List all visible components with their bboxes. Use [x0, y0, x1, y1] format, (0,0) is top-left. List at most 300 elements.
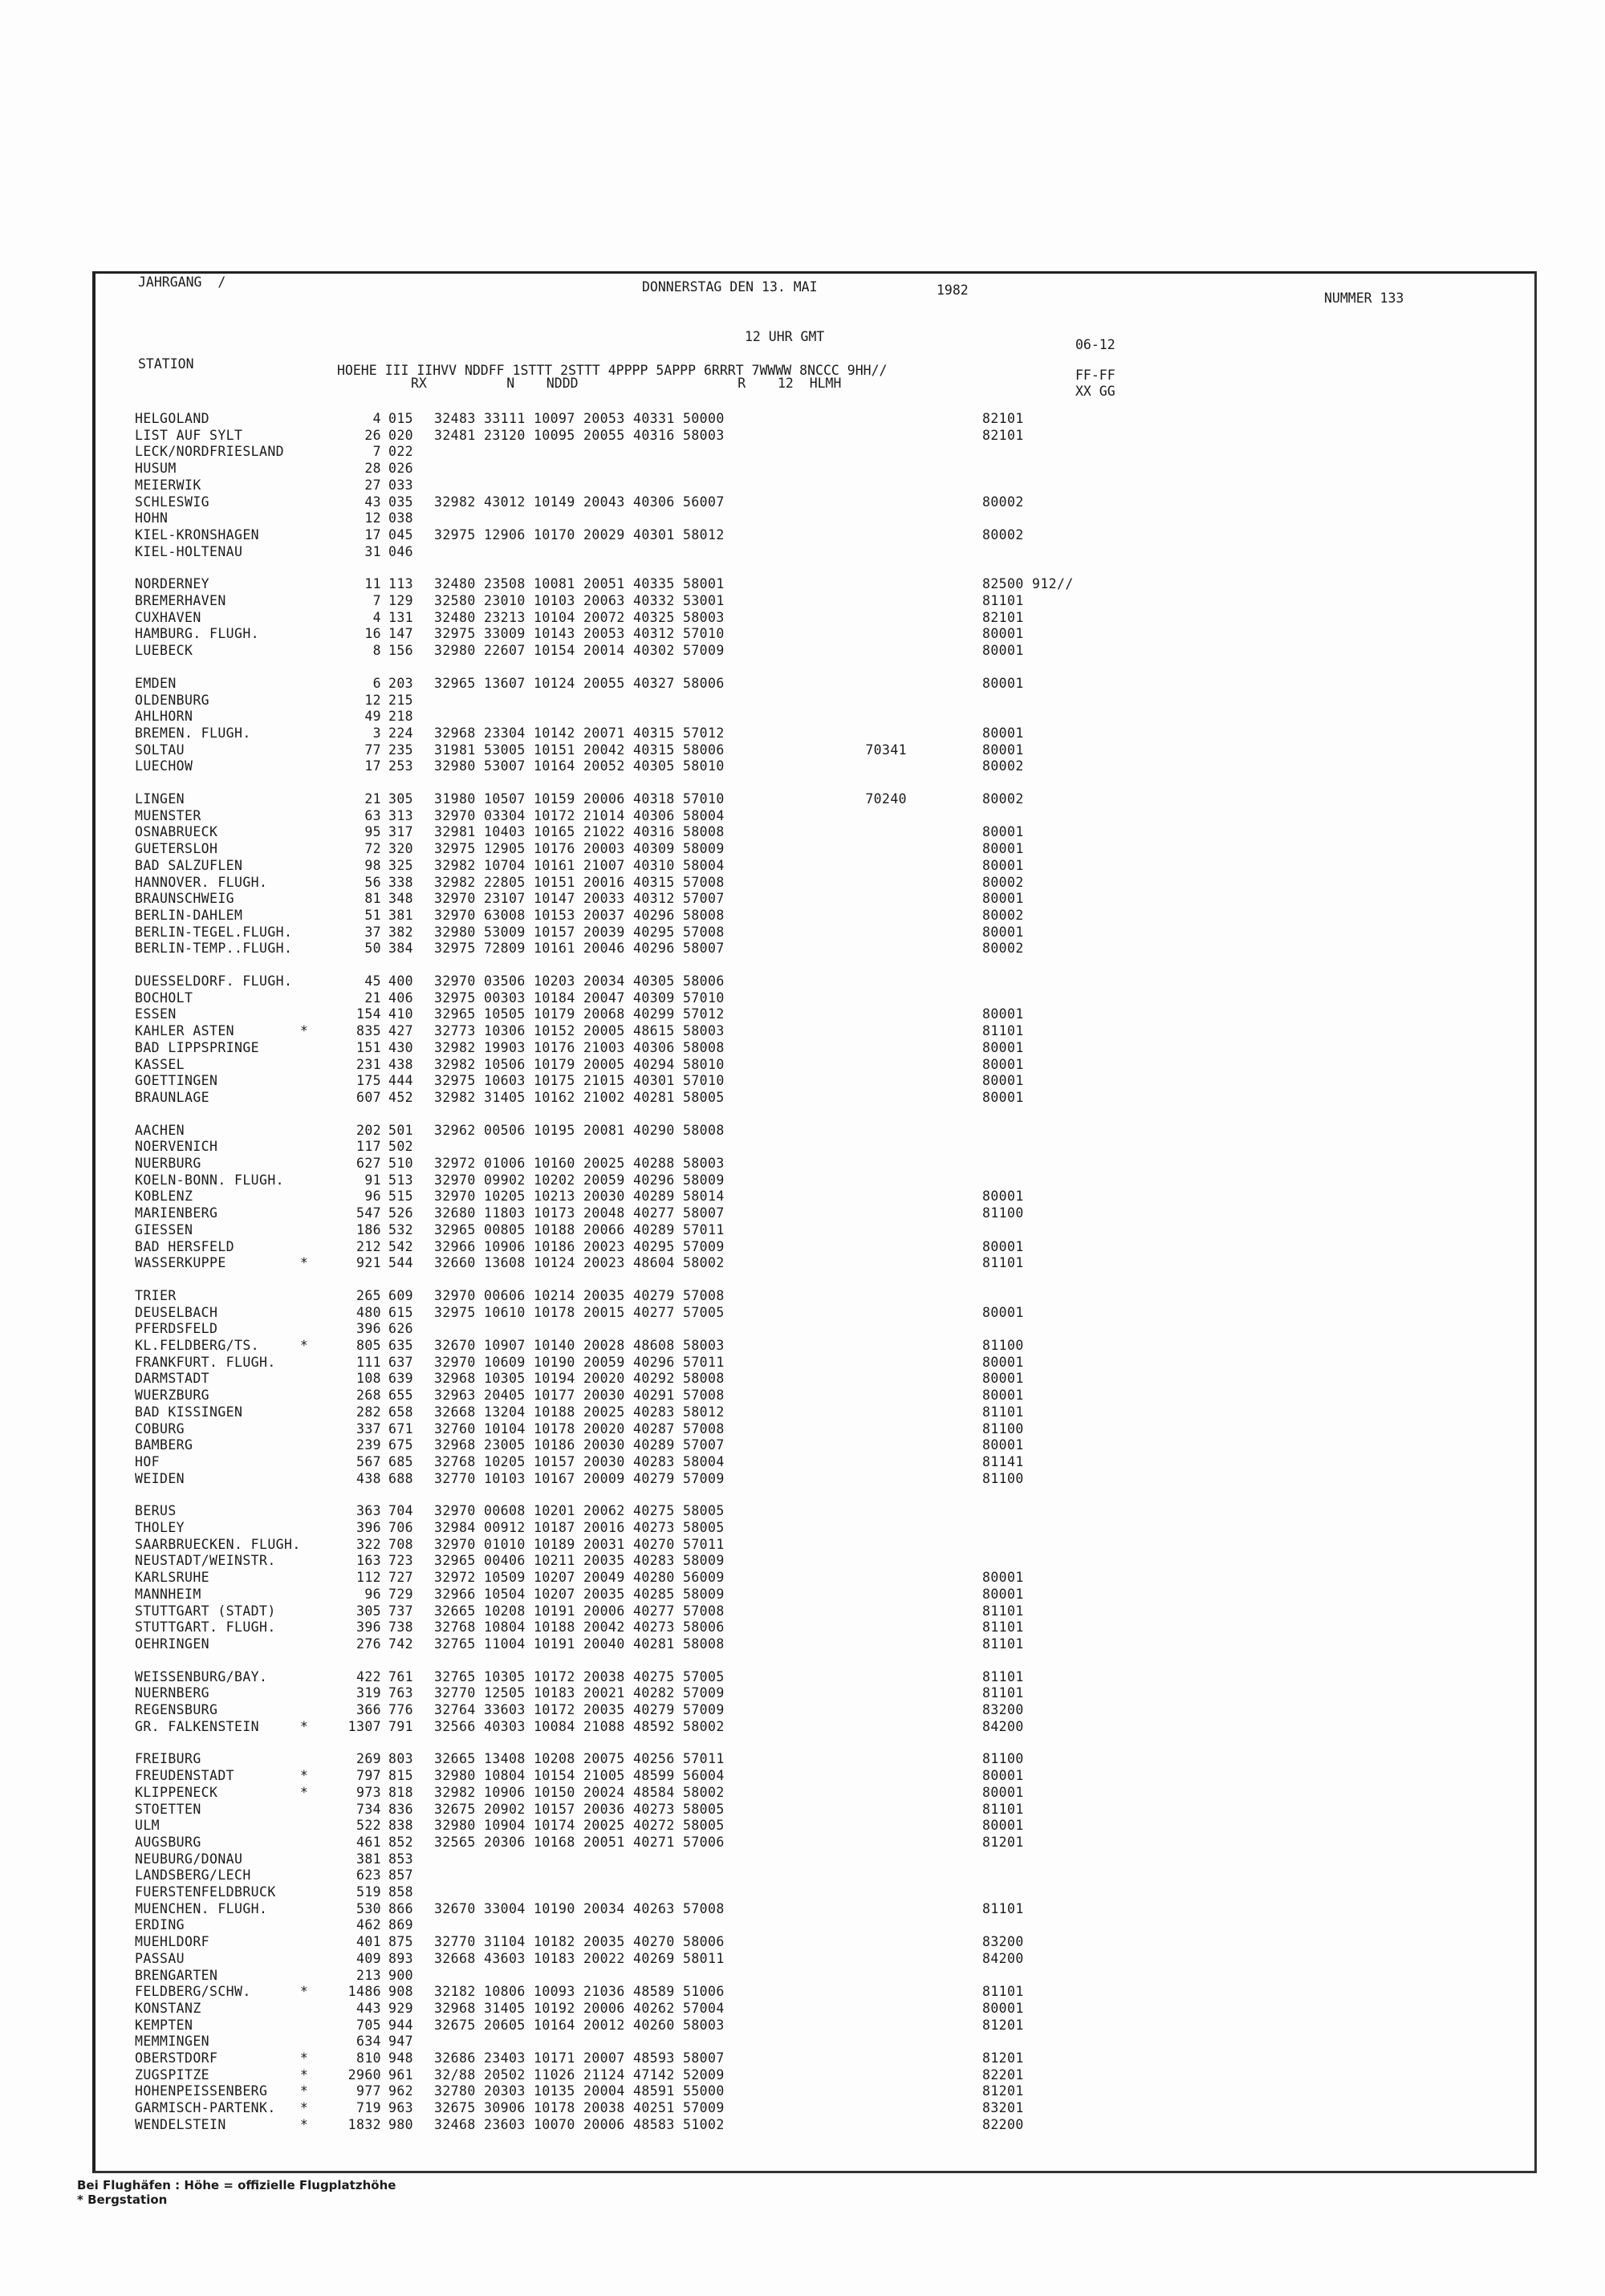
station-id: 671	[388, 1420, 414, 1437]
cloud-group: 81101	[982, 1023, 1024, 1039]
synop-groups: 32665 13408 10208 20075 40256 57011	[434, 1751, 725, 1767]
synop-groups: 32965 10505 10179 20068 40299 57012	[434, 1006, 725, 1022]
cloud-group: 80001	[982, 1818, 1024, 1834]
table-row	[0, 444, 1605, 460]
cloud-group: 80001	[982, 924, 1024, 940]
cloud-group: 80001	[982, 1189, 1024, 1205]
synop-groups: 32980 53007 10164 20052 40305 58010	[434, 758, 725, 774]
station-height: 337	[356, 1420, 381, 1437]
station-height: 530	[356, 1900, 381, 1916]
station-name: MUENSTER	[135, 807, 201, 823]
table-row	[0, 1984, 1605, 2000]
table-row	[0, 1553, 1605, 1569]
cloud-group: 80001	[982, 1586, 1024, 1602]
footnote-mountain-station: * Bergstation	[77, 2192, 168, 2207]
station-height: 239	[356, 1437, 381, 1453]
cloud-group: 80001	[982, 1056, 1024, 1072]
station-name: NUERBURG	[135, 1156, 201, 1171]
station-id: 869	[388, 1917, 414, 1933]
station-id: 675	[388, 1437, 414, 1453]
synop-groups: 32975 72809 10161 20046 40296 58007	[434, 941, 725, 957]
station-name: STUTTGART. FLUGH.	[135, 1619, 276, 1636]
station-height: 282	[356, 1404, 381, 1420]
station-id: 501	[388, 1122, 414, 1138]
table-row	[0, 1503, 1605, 1519]
station-id: 427	[388, 1023, 414, 1039]
station-height: 607	[356, 1089, 381, 1105]
station-height: 212	[356, 1238, 381, 1254]
cloud-group: 80001	[982, 1238, 1024, 1254]
station-id: 803	[388, 1751, 414, 1767]
mountain-station-mark: *	[299, 1768, 309, 1784]
station-id: 737	[388, 1603, 414, 1619]
station-height: 1832	[347, 2116, 381, 2132]
synop-groups: 32764 33603 10172 20035 40279 57009	[434, 1702, 725, 1717]
table-row	[0, 2034, 1605, 2050]
station-id: 655	[388, 1388, 414, 1404]
station-name: NUERNBERG	[135, 1685, 210, 1701]
station-height: 7	[372, 593, 381, 608]
station-name: KOELN-BONN. FLUGH.	[135, 1172, 285, 1188]
cloud-group: 81201	[982, 1834, 1024, 1850]
cloud-group: 80001	[982, 2000, 1024, 2016]
table-row	[0, 1437, 1605, 1453]
station-height: 268	[356, 1388, 381, 1404]
station-name: DARMSTADT	[135, 1371, 210, 1387]
station-id: 818	[388, 1784, 414, 1800]
station-height: 111	[356, 1354, 381, 1370]
mountain-station-mark: *	[299, 1255, 309, 1271]
synop-groups: 32182 10806 10093 21036 48589 51006	[434, 1984, 725, 2000]
table-row	[0, 1189, 1605, 1205]
station-name: LANDSBERG/LECH	[135, 1867, 251, 1884]
synop-groups: 32675 30906 10178 20038 40251 57009	[434, 2100, 725, 2116]
station-id: 438	[388, 1056, 414, 1072]
cloud-group: 80001	[982, 1089, 1024, 1105]
synop-groups: 32773 10306 10152 20005 48615 58003	[434, 1023, 725, 1039]
table-row	[0, 973, 1605, 990]
table-row	[0, 990, 1605, 1006]
station-height: 4	[372, 411, 381, 426]
table-row	[0, 742, 1605, 758]
station-id: 235	[388, 742, 414, 758]
table-row	[0, 709, 1605, 725]
station-name: KARLSRUHE	[135, 1570, 210, 1586]
synop-groups: 32468 23603 10070 20006 48583 51002	[434, 2116, 725, 2132]
synop-groups: 32975 10603 10175 21015 40301 57010	[434, 1073, 725, 1089]
table-row	[0, 2050, 1605, 2066]
table-row	[0, 1321, 1605, 1337]
synop-groups: 32970 10609 10190 20059 40296 57011	[434, 1354, 725, 1370]
cloud-group: 80001	[982, 1006, 1024, 1022]
station-id: 515	[388, 1189, 414, 1205]
cloud-group: 81100	[982, 1338, 1024, 1353]
synop-groups: 32982 43012 10149 20043 40306 56007	[434, 494, 725, 510]
cloud-group: 80002	[982, 907, 1024, 923]
station-name: BERLIN-TEGEL.FLUGH.	[135, 924, 293, 940]
table-row	[0, 1934, 1605, 1950]
station-height: 438	[356, 1470, 381, 1486]
station-height: 51	[364, 907, 381, 923]
station-column-header: STATION	[138, 356, 194, 372]
station-name: BAD SALZUFLEN	[135, 857, 243, 873]
station-id: 253	[388, 758, 414, 774]
station-id: 544	[388, 1255, 414, 1271]
station-id: 338	[388, 874, 414, 890]
cloud-group: 80001	[982, 1768, 1024, 1784]
cloud-group: 81100	[982, 1205, 1024, 1221]
station-height: 43	[364, 494, 381, 510]
station-name: BAD HERSFELD	[135, 1238, 235, 1254]
station-name: BERLIN-DAHLEM	[135, 907, 243, 923]
table-row	[0, 1685, 1605, 1701]
synop-groups: 32/88 20502 11026 21124 47142 52009	[434, 2066, 725, 2083]
station-name: KIEL-KRONSHAGEN	[135, 526, 260, 543]
station-id: 791	[388, 1718, 414, 1734]
station-name: HUSUM	[135, 461, 177, 477]
synop-groups: 32483 33111 10097 20053 40331 50000	[434, 411, 725, 426]
station-name: BRAUNSCHWEIG	[135, 891, 235, 907]
cloud-group: 82101	[982, 609, 1024, 625]
table-row	[0, 1471, 1605, 1487]
station-height: 319	[356, 1685, 381, 1701]
station-name: THOLEY	[135, 1520, 185, 1535]
cloud-group: 82101	[982, 411, 1024, 426]
station-name: KOBLENZ	[135, 1189, 193, 1205]
table-row	[0, 1371, 1605, 1387]
station-name: ULM	[135, 1818, 160, 1834]
table-row	[0, 1404, 1605, 1420]
ff-header: FF-FF	[1075, 368, 1115, 383]
cloud-group: 81101	[982, 1636, 1024, 1652]
station-id: 815	[388, 1768, 414, 1784]
station-name: LIST AUF SYLT	[135, 427, 243, 443]
table-row	[0, 1172, 1605, 1189]
station-id: 113	[388, 576, 414, 592]
station-height: 634	[356, 2034, 381, 2050]
cloud-group: 80002	[982, 874, 1024, 890]
station-name: KAHLER ASTEN	[135, 1023, 235, 1039]
station-height: 81	[364, 891, 381, 907]
cloud-group: 81101	[982, 1668, 1024, 1684]
station-id: 046	[388, 543, 414, 559]
station-id: 858	[388, 1884, 414, 1900]
synop-groups: 32982 10906 10150 20024 48584 58002	[434, 1784, 725, 1800]
station-id: 761	[388, 1668, 414, 1684]
cloud-group: 81101	[982, 1900, 1024, 1916]
table-row	[0, 1073, 1605, 1089]
synop-groups: 32970 23107 10147 20033 40312 57007	[434, 891, 725, 907]
mountain-station-mark: *	[299, 2066, 309, 2083]
cloud-group: 84200	[982, 1718, 1024, 1734]
mountain-station-mark: *	[299, 2100, 309, 2116]
station-name: CUXHAVEN	[135, 609, 201, 625]
table-row	[0, 1818, 1605, 1834]
station-id: 763	[388, 1685, 414, 1701]
station-id: 317	[388, 824, 414, 840]
table-row	[0, 1802, 1605, 1818]
cloud-group: 81141	[982, 1453, 1024, 1469]
cloud-group: 83200	[982, 1934, 1024, 1950]
station-name: KONSTANZ	[135, 2000, 201, 2016]
table-row	[0, 643, 1605, 659]
station-height: 50	[364, 941, 381, 957]
station-height: 480	[356, 1304, 381, 1320]
table-row	[0, 1023, 1605, 1039]
synop-groups: 32680 11803 10173 20048 40277 58007	[434, 1205, 725, 1221]
station-id: 836	[388, 1801, 414, 1817]
station-id: 658	[388, 1404, 414, 1420]
station-id: 156	[388, 643, 414, 659]
station-id: 866	[388, 1900, 414, 1916]
cloud-group: 82201	[982, 2066, 1024, 2083]
station-height: 422	[356, 1668, 381, 1684]
gg-header: XX GG	[1075, 384, 1115, 399]
table-row	[0, 1239, 1605, 1255]
station-height: 396	[356, 1619, 381, 1636]
table-row	[0, 2100, 1605, 2116]
station-name: EMDEN	[135, 675, 177, 691]
station-height: 462	[356, 1917, 381, 1933]
station-name: LINGEN	[135, 791, 185, 807]
station-height: 4	[372, 609, 381, 625]
station-height: 461	[356, 1834, 381, 1850]
table-row	[0, 593, 1605, 609]
station-name: FREUDENSTADT	[135, 1768, 235, 1784]
station-name: ESSEN	[135, 1006, 177, 1022]
station-height: 519	[356, 1884, 381, 1900]
cloud-group: 82500 912//	[982, 576, 1074, 592]
synop-groups: 32963 20405 10177 20030 40291 57008	[434, 1388, 725, 1404]
station-id: 313	[388, 807, 414, 823]
station-name: BOCHOLT	[135, 990, 193, 1006]
station-height: 17	[364, 758, 381, 774]
station-height: 91	[364, 1172, 381, 1188]
cloud-group: 80001	[982, 1039, 1024, 1055]
station-id: 704	[388, 1503, 414, 1519]
station-id: 615	[388, 1304, 414, 1320]
table-row	[0, 676, 1605, 692]
table-row	[0, 1006, 1605, 1022]
synop-groups: 32970 00606 10214 20035 40279 57008	[434, 1287, 725, 1303]
station-height: 835	[356, 1023, 381, 1039]
table-row	[0, 941, 1605, 957]
table-row	[0, 1454, 1605, 1470]
station-id: 727	[388, 1570, 414, 1586]
station-height: 117	[356, 1139, 381, 1155]
mountain-station-mark: *	[299, 1023, 309, 1039]
station-name: DUESSELDORF. FLUGH.	[135, 973, 293, 989]
station-id: 224	[388, 725, 414, 741]
table-row	[0, 411, 1605, 427]
jahrgang-label: JAHRGANG /	[138, 274, 226, 290]
station-name: GR. FALKENSTEIN	[135, 1718, 260, 1734]
table-row	[0, 1768, 1605, 1784]
synop-groups: 32970 09902 10202 20059 40296 58009	[434, 1172, 725, 1188]
station-id: 626	[388, 1321, 414, 1337]
synop-groups: 32975 12905 10176 20003 40309 58009	[434, 841, 725, 857]
synop-groups: 32975 10610 10178 20015 40277 57005	[434, 1304, 725, 1320]
table-row	[0, 1090, 1605, 1106]
table-row	[0, 2067, 1605, 2083]
station-name: BREMERHAVEN	[135, 593, 226, 608]
station-height: 28	[364, 461, 381, 477]
station-name: GARMISCH-PARTENK.	[135, 2100, 276, 2116]
table-row	[0, 1603, 1605, 1619]
station-name: FREIBURG	[135, 1751, 201, 1767]
station-id: 609	[388, 1287, 414, 1303]
station-height: 322	[356, 1536, 381, 1552]
station-id: 022	[388, 444, 414, 460]
station-id: 526	[388, 1205, 414, 1221]
station-height: 21	[364, 990, 381, 1006]
station-name: FRANKFURT. FLUGH.	[135, 1354, 276, 1370]
station-name: DEUSELBACH	[135, 1304, 218, 1320]
station-id: 852	[388, 1834, 414, 1850]
station-height: 2960	[347, 2066, 381, 2083]
station-height: 202	[356, 1122, 381, 1138]
station-id: 853	[388, 1851, 414, 1867]
table-row	[0, 808, 1605, 824]
cloud-group: 80002	[982, 526, 1024, 543]
station-height: 805	[356, 1338, 381, 1353]
table-row	[0, 1570, 1605, 1586]
synop-groups: 32966 10504 10207 20035 40285 58009	[434, 1586, 725, 1602]
table-row	[0, 510, 1605, 526]
table-row	[0, 758, 1605, 774]
date-label: DONNERSTAG DEN 13. MAI	[642, 279, 818, 295]
station-name: NEUBURG/DONAU	[135, 1851, 243, 1867]
station-name: GOETTINGEN	[135, 1073, 218, 1089]
synop-groups: 32972 10509 10207 20049 40280 56009	[434, 1570, 725, 1586]
station-height: 705	[356, 2017, 381, 2033]
station-id: 026	[388, 461, 414, 477]
station-id: 962	[388, 2083, 414, 2099]
station-height: 112	[356, 1570, 381, 1586]
cloud-group: 81100	[982, 1420, 1024, 1437]
cloud-group: 81100	[982, 1470, 1024, 1486]
cloud-group: 81201	[982, 2083, 1024, 2099]
station-name: KASSEL	[135, 1056, 185, 1072]
cloud-group: 80002	[982, 941, 1024, 957]
station-name: ERDING	[135, 1917, 185, 1933]
station-id: 147	[388, 626, 414, 642]
station-height: 49	[364, 709, 381, 725]
cloud-group: 83201	[982, 2100, 1024, 2116]
synop-groups: 32481 23120 10095 20055 40316 58003	[434, 427, 725, 443]
station-height: 381	[356, 1851, 381, 1867]
station-name: SCHLESWIG	[135, 494, 210, 510]
table-row	[0, 693, 1605, 709]
synop-groups: 32770 31104 10182 20035 40270 58006	[434, 1934, 725, 1950]
cloud-group: 81101	[982, 593, 1024, 608]
station-height: 72	[364, 841, 381, 857]
table-row	[0, 1719, 1605, 1735]
footnote-airports: Bei Flughäfen : Höhe = offizielle Flugplatzhöhe	[77, 2178, 396, 2192]
table-row	[0, 428, 1605, 444]
synop-groups: 32566 40303 10084 21088 48592 58002	[434, 1718, 725, 1734]
station-name: ZUGSPITZE	[135, 2066, 210, 2083]
table-row	[0, 494, 1605, 510]
station-id: 685	[388, 1453, 414, 1469]
station-id: 430	[388, 1039, 414, 1055]
station-id: 639	[388, 1371, 414, 1387]
station-name: AUGSBURG	[135, 1834, 201, 1850]
station-id: 948	[388, 2050, 414, 2066]
time-label: 12 UHR GMT	[745, 329, 825, 344]
station-id: 325	[388, 857, 414, 873]
station-id: 532	[388, 1221, 414, 1237]
station-id: 963	[388, 2100, 414, 2116]
station-name: MEIERWIK	[135, 477, 201, 493]
synop-groups: 31980 10507 10159 20006 40318 57010	[434, 791, 725, 807]
table-row	[0, 1355, 1605, 1371]
synop-groups: 32968 23304 10142 20071 40315 57012	[434, 725, 725, 741]
station-name: WUERZBURG	[135, 1388, 210, 1404]
synop-groups: 32981 10403 10165 21022 40316 58008	[434, 824, 725, 840]
station-height: 12	[364, 692, 381, 708]
synop-groups: 32968 10305 10194 20020 40292 58008	[434, 1371, 725, 1387]
station-height: 27	[364, 477, 381, 493]
station-name: BRAUNLAGE	[135, 1089, 210, 1105]
station-id: 381	[388, 907, 414, 923]
synop-groups: 32965 00805 10188 20066 40289 57011	[434, 1221, 725, 1237]
cloud-group: 82101	[982, 427, 1024, 443]
synop-groups: 32982 10704 10161 21007 40310 58004	[434, 857, 725, 873]
station-height: 6	[372, 675, 381, 691]
station-height: 522	[356, 1818, 381, 1834]
station-height: 627	[356, 1156, 381, 1171]
station-id: 510	[388, 1156, 414, 1171]
station-id: 045	[388, 526, 414, 543]
table-row	[0, 1669, 1605, 1685]
station-height: 16	[364, 626, 381, 642]
cloud-group: 80001	[982, 1570, 1024, 1586]
table-row	[0, 1587, 1605, 1603]
table-row	[0, 527, 1605, 543]
synop-groups: 32980 53009 10157 20039 40295 57008	[434, 924, 725, 940]
cloud-group: 82200	[982, 2116, 1024, 2132]
synop-groups: 32982 10506 10179 20005 40294 58010	[434, 1056, 725, 1072]
table-row	[0, 1305, 1605, 1321]
cloud-group: 80001	[982, 1388, 1024, 1404]
station-id: 635	[388, 1338, 414, 1353]
mountain-station-mark: *	[299, 1718, 309, 1734]
table-row	[0, 791, 1605, 807]
station-name: MARIENBERG	[135, 1205, 218, 1221]
code-columns-header: HOEHE III IIHVV NDDFF 1STTT 2STTT 4PPPP 5APPP 6RRRT 7WWWW 8NCCC 9HH//	[337, 363, 888, 378]
station-name: REGENSBURG	[135, 1702, 218, 1717]
table-row	[0, 875, 1605, 891]
station-name: FUERSTENFELDBRUCK	[135, 1884, 276, 1900]
station-id: 502	[388, 1139, 414, 1155]
synop-groups: 32760 10104 10178 20020 40287 57008	[434, 1420, 725, 1437]
station-height: 11	[364, 576, 381, 592]
synop-groups: 32968 31405 10192 20006 40262 57004	[434, 2000, 725, 2016]
table-row	[0, 477, 1605, 494]
station-name: FELDBERG/SCHW.	[135, 1984, 251, 2000]
station-name: SAARBRUECKEN. FLUGH.	[135, 1536, 301, 1552]
cloud-group: 80001	[982, 626, 1024, 642]
cloud-group: 81101	[982, 1685, 1024, 1701]
station-height: 12	[364, 510, 381, 526]
cloud-group: 80001	[982, 643, 1024, 659]
station-height: 734	[356, 1801, 381, 1817]
synop-groups: 32970 03304 10172 21014 40306 58004	[434, 807, 725, 823]
synop-groups: 32980 10804 10154 21005 48599 56004	[434, 1768, 725, 1784]
station-name: BERUS	[135, 1503, 177, 1519]
station-height: 8	[372, 643, 381, 659]
